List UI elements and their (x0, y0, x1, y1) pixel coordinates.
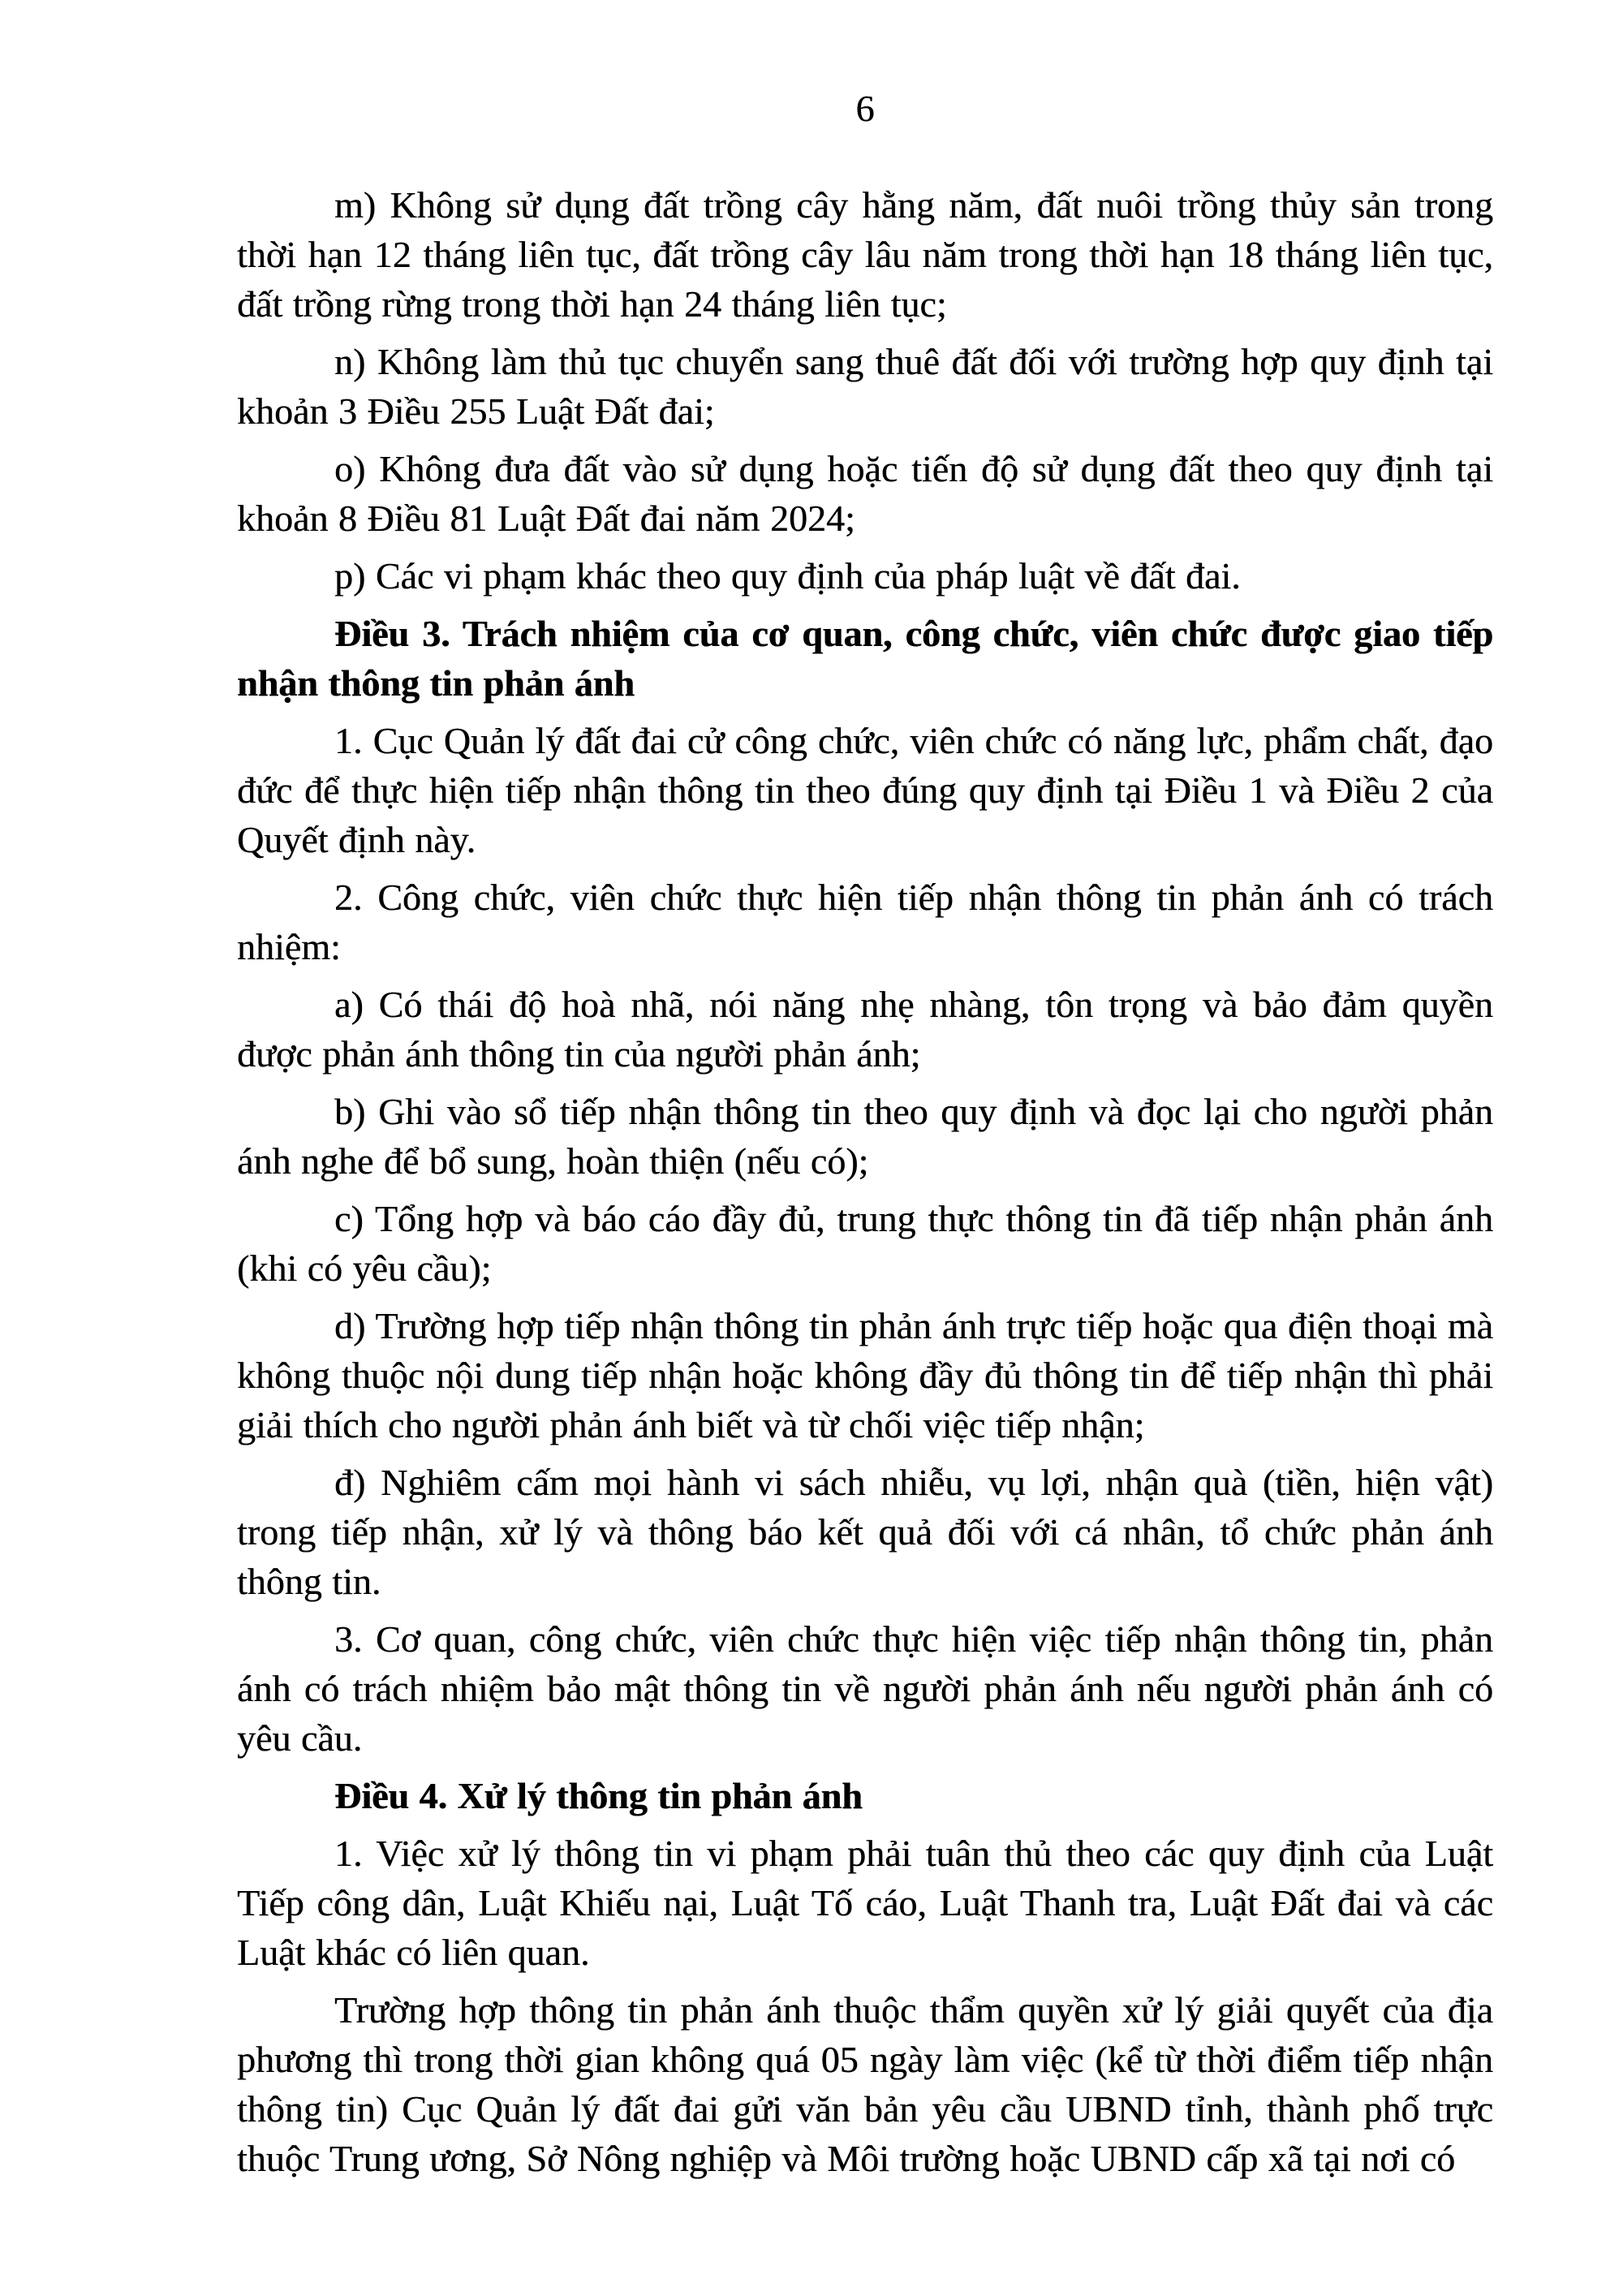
page-number: 6 (855, 88, 875, 129)
paragraph-a: a) Có thái độ hoà nhã, nói năng nhẹ nhàng, tôn trọng và bảo đảm quyền được phản ánh thông tin của người phản ánh; (237, 984, 1493, 1075)
document-page (237, 84, 1493, 2191)
paragraph-continuation: Trường hợp thông tin phản ánh thuộc thẩm quyền xử lý giải quyết của địa phương thì trong thời gian không quá 05 ngày làm việc (kể từ thời điểm tiếp nhận thông tin) Cục Quản lý đất đai gửi văn bản yêu cầu UBND tỉnh, thành phố trực thuộc Trung ương, Sở Nông nghiệp và Môi trường hoặc UBND cấp xã tại nơi có (237, 1989, 1493, 2179)
paragraph-1-dieu-3: 1. Cục Quản lý đất đai cử công chức, viên chức có năng lực, phẩm chất, đạo đức để thực hiện tiếp nhận thông tin theo đúng quy định tại Điều 1 và Điều 2 của Quyết định này. (237, 720, 1493, 860)
paragraph-dd: đ) Nghiêm cấm mọi hành vi sách nhiễu, vụ lợi, nhận quà (tiền, hiện vật) trong tiếp nhận, xử lý và thông báo kết quả đối với cá nhân, tổ chức phản ánh thông tin. (237, 1462, 1493, 1602)
heading-dieu-3: Điều 3. Trách nhiệm của cơ quan, công chức, viên chức được giao tiếp nhận thông tin phản ánh (237, 613, 1493, 704)
paragraph-m: m) Không sử dụng đất trồng cây hằng năm, đất nuôi trồng thủy sản trong thời hạn 12 tháng liên tục, đất trồng cây lâu năm trong thời hạn 18 tháng liên tục, đất trồng rừng trong thời hạn 24 tháng liên tục; (237, 184, 1493, 325)
paragraph-2-dieu-3: 2. Công chức, viên chức thực hiện tiếp nhận thông tin phản ánh có trách nhiệm: (237, 877, 1493, 967)
paragraph-3-dieu-3: 3. Cơ quan, công chức, viên chức thực hiện việc tiếp nhận thông tin, phản ánh có trách nhiệm bảo mật thông tin về người phản ánh nếu người phản ánh có yêu cầu. (237, 1618, 1493, 1759)
paragraph-d: d) Trường hợp tiếp nhận thông tin phản ánh trực tiếp hoặc qua điện thoại mà không thuộc nội dung tiếp nhận hoặc không đầy đủ thông tin để tiếp nhận thì phải giải thích cho người phản ánh biết và từ chối việc tiếp nhận; (237, 1305, 1493, 1445)
heading-dieu-4: Điều 4. Xử lý thông tin phản ánh (334, 1775, 863, 1816)
paragraph-p: p) Các vi phạm khác theo quy định của pháp luật về đất đai. (334, 555, 1241, 597)
paragraph-n: n) Không làm thủ tục chuyển sang thuê đất đối với trường hợp quy định tại khoản 3 Điều 255 Luật Đất đai; (237, 341, 1493, 432)
paragraph-c: c) Tổng hợp và báo cáo đầy đủ, trung thực thông tin đã tiếp nhận phản ánh (khi có yêu cầu); (237, 1198, 1493, 1289)
paragraph-b: b) Ghi vào sổ tiếp nhận thông tin theo quy định và đọc lại cho người phản ánh nghe để bổ sung, hoàn thiện (nếu có); (237, 1091, 1493, 1182)
paragraph-1-dieu-4: 1. Việc xử lý thông tin vi phạm phải tuân thủ theo các quy định của Luật Tiếp công dân, Luật Khiếu nại, Luật Tố cáo, Luật Thanh tra, Luật Đất đai và các Luật khác có liên quan. (237, 1833, 1493, 1973)
paragraph-o: o) Không đưa đất vào sử dụng hoặc tiến độ sử dụng đất theo quy định tại khoản 8 Điều 81 Luật Đất đai năm 2024; (237, 448, 1493, 539)
